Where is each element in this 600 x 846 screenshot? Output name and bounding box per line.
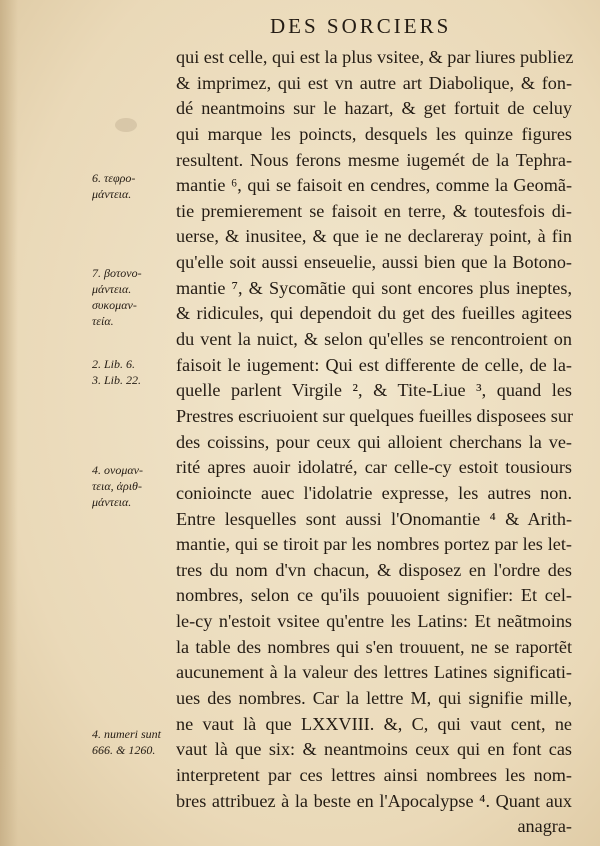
margin-note-line: μάντεια. bbox=[92, 282, 132, 296]
margin-note-line: μάντεια. bbox=[92, 187, 132, 201]
text-line: Entre lesquelles sont aussi l'Onomantie ⁴ & Arith- bbox=[176, 508, 572, 529]
margin-note-numeri bbox=[92, 726, 174, 758]
margin-note-line: μάντεια. bbox=[92, 495, 132, 509]
text-line: du vent la nuict, & selon qu'elles se rencontroient on bbox=[176, 329, 572, 350]
text-line: ues des nombres. Car la lettre M, qui signifie mille, bbox=[176, 688, 572, 709]
margin-note-line: 7. βοτονο- bbox=[92, 266, 142, 280]
margin-note-line: συκομαν- bbox=[92, 298, 137, 312]
text-line: tres du nom d'vn chacun, & disposez en l'ordre des bbox=[176, 559, 572, 580]
margin-note-line: 4. numeri sunt bbox=[92, 727, 161, 741]
ink-smudge bbox=[115, 118, 137, 132]
text-line: ne vaut là que LXXVIII. &, C, qui vaut cent, ne bbox=[176, 713, 572, 734]
text-line: faisoit le iugement: Qui est differente de celle, de la- bbox=[176, 354, 572, 375]
margin-note-line: 666. & 1260. bbox=[92, 743, 156, 757]
margin-note-line: τεια, ἀριθ- bbox=[92, 479, 142, 493]
margin-note-botonomantie bbox=[92, 265, 174, 329]
margin-note-line: 3. Lib. 22. bbox=[92, 373, 142, 387]
text-line: aucunement à la valeur des lettres Latines significati- bbox=[176, 662, 572, 683]
main-text-block bbox=[176, 45, 572, 840]
text-line: rité apres auoir idolatré, car celle-cy estoit tousiours bbox=[176, 457, 572, 478]
text-line: anagra- bbox=[517, 816, 572, 837]
text-line: uerse, & inusitee, & que ie ne declareray point, à fin bbox=[176, 226, 572, 247]
text-line: dé neantmoins sur le hazart, & get fortuit de celuy bbox=[176, 98, 572, 119]
margin-note-onomantie bbox=[92, 462, 174, 510]
text-line: qui marque les poincts, desquels les quinze figures bbox=[176, 123, 572, 144]
text-line: le-cy n'estoit vsitee qu'entre les Latins: Et neãtmoins bbox=[176, 611, 572, 632]
text-line: tie premierement se faisoit en terre, & toutesfois di- bbox=[176, 200, 572, 221]
text-line: bres attribuez à la beste en l'Apocalypse ⁴. Quant aux bbox=[176, 790, 572, 811]
gutter-shadow bbox=[0, 0, 18, 846]
text-line: qu'elle soit aussi enseuelie, aussi bien que la Botono- bbox=[176, 252, 572, 273]
text-line: & ridicules, qui dependoit du get des fueilles agitees bbox=[176, 303, 572, 324]
text-line: nombres, selon ce qu'ils pouuoient signifier: Et cel- bbox=[176, 585, 572, 606]
margin-note-livy-references bbox=[92, 356, 174, 388]
running-title: DES SORCIERS bbox=[270, 14, 452, 38]
margin-note-line: 6. τεφρο- bbox=[92, 171, 136, 185]
text-line: Prestres escriuoient sur quelques fueilles disposees sur bbox=[176, 405, 574, 426]
text-line: mantie ⁶, qui se faisoit en cendres, comme la Geomã- bbox=[176, 175, 572, 196]
margin-note-line: τεία. bbox=[92, 314, 114, 328]
text-line: des coissins, pour ceux qui alloient cherchans la ve- bbox=[176, 431, 572, 452]
text-line: mantie, qui se tiroit par les nombres portez par les let- bbox=[176, 534, 572, 555]
margin-note-line: 2. Lib. 6. bbox=[92, 357, 136, 371]
margin-note-tephramantie bbox=[92, 170, 174, 202]
text-line: la table des nombres qui s'en trouuent, ne se raportẽt bbox=[176, 636, 572, 657]
text-line: interpretent par ces lettres ainsi nombrees les nom- bbox=[176, 764, 572, 785]
text-line: qui est celle, qui est la plus vsitee, & par liures publiez bbox=[176, 47, 574, 67]
text-line: resultent. Nous ferons mesme iugemét de la Tephra- bbox=[176, 149, 572, 170]
text-line: & imprimez, qui est vn autre art Diabolique, & fon- bbox=[176, 72, 572, 93]
text-line: mantie ⁷, & Sycomãtie qui sont encores plus ineptes, bbox=[176, 277, 572, 298]
text-line: quelle parlent Virgile ², & Tite-Liue ³, quand les bbox=[176, 380, 572, 401]
margin-note-line: 4. ονομαν- bbox=[92, 463, 143, 477]
text-line: vaut là que six: & neantmoins ceux qui en font cas bbox=[176, 739, 572, 760]
text-line: conioincte auec l'idolatrie expresse, les autres non. bbox=[176, 482, 572, 503]
